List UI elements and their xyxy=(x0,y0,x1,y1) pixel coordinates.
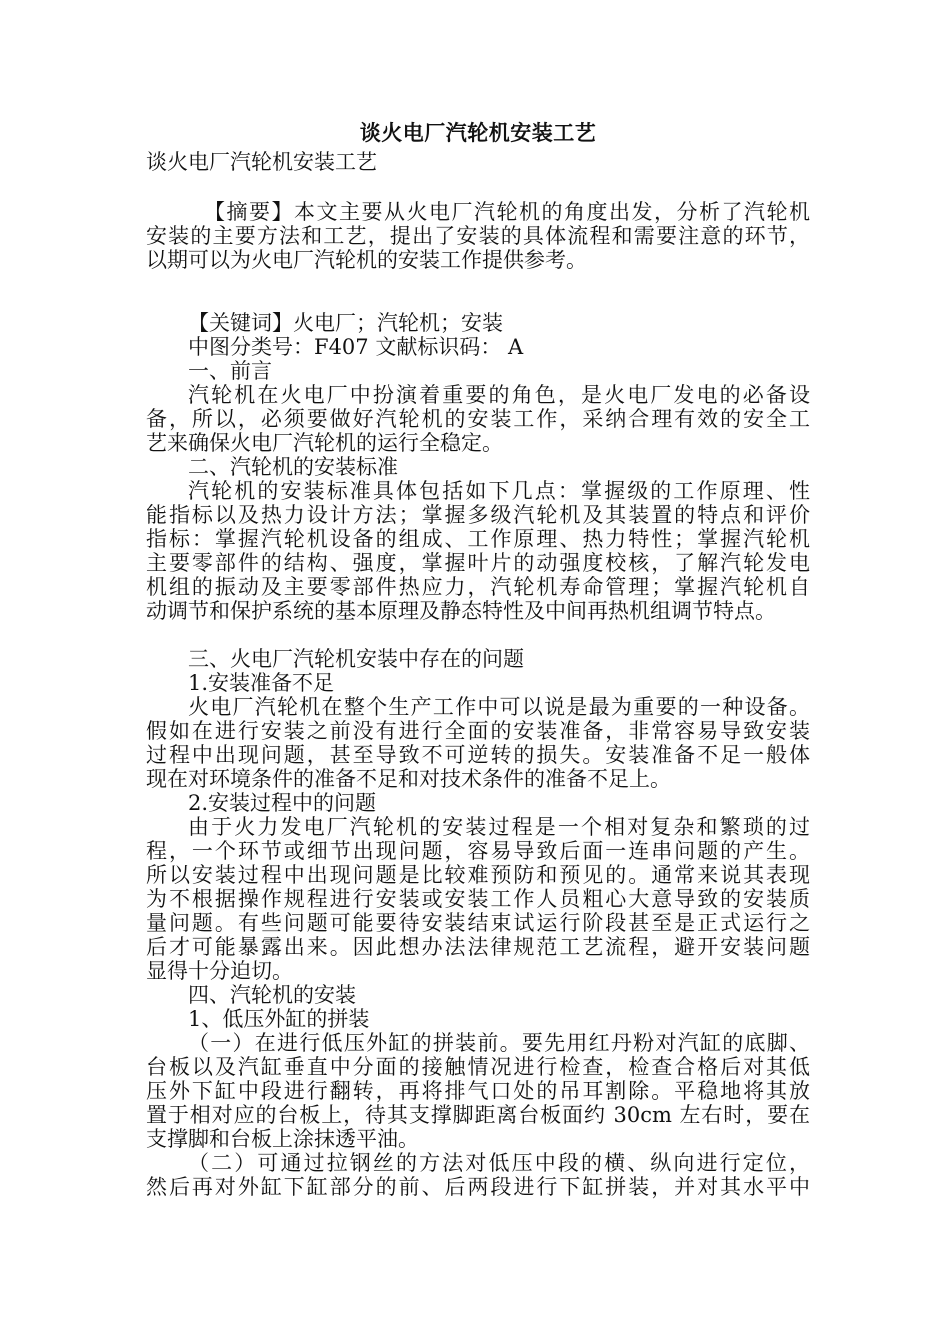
paragraph-line: 机组的振动及主要零部件热应力，汽轮机寿命管理；掌握汽轮机自 xyxy=(146,575,810,599)
paragraph-line: 汽轮机在火电厂中扮演着重要的角色，是火电厂发电的必备设 xyxy=(188,383,810,407)
section-heading: 一、前言 xyxy=(188,359,272,383)
section-heading: 四、汽轮机的安装 xyxy=(188,983,356,1007)
abstract-line: 安装的主要方法和工艺，提出了安装的具体流程和需要注意的环节， xyxy=(146,224,810,248)
paragraph-line: 汽轮机的安装标准具体包括如下几点：掌握级的工作原理、性 xyxy=(188,479,810,503)
paragraph-line: 艺来确保火电厂汽轮机的运行全稳定。 xyxy=(146,431,503,455)
paragraph-line: 然后再对外缸下缸部分的前、后两段进行下缸拼装，并对其水平中 xyxy=(146,1175,810,1199)
abstract-paragraph xyxy=(146,200,810,272)
abstract-line: 以期可以为火电厂汽轮机的安装工作提供参考。 xyxy=(146,248,587,272)
classification-line: 中图分类号：F407 文献标识码： A xyxy=(188,335,524,359)
section-paragraph xyxy=(146,815,810,983)
spacer xyxy=(146,272,810,299)
subsection-heading: 1.安装准备不足 xyxy=(188,671,335,695)
paragraph-line: 支撑脚和台板上涂抹透平油。 xyxy=(146,1127,419,1151)
paragraph-line: 量问题。有些问题可能要待安装结束试运行阶段甚至是正式运行之 xyxy=(146,911,810,935)
paragraph-line: 能指标以及热力设计方法；掌握多级汽轮机及其装置的特点和评价 xyxy=(146,503,810,527)
subsection-heading: 2.安装过程中的问题 xyxy=(188,791,377,815)
document-page xyxy=(146,118,810,1199)
spacer xyxy=(146,176,810,200)
paragraph-line: 过程中出现问题，甚至导致不可逆转的损失。安装准备不足一般体 xyxy=(146,743,810,767)
section-paragraph xyxy=(146,1151,810,1199)
paragraph-line: 假如在进行安装之前没有进行全面的安装准备，非常容易导致安装 xyxy=(146,719,810,743)
subsection-heading: 1、低压外缸的拼装 xyxy=(188,1007,370,1031)
section-paragraph xyxy=(146,1031,810,1151)
keywords-line: 【关键词】火电厂；汽轮机；安装 xyxy=(188,311,503,335)
spacer xyxy=(146,623,810,647)
paragraph-line: 台板以及汽缸垂直中分面的接触情况进行检查，检查合格后对其低 xyxy=(146,1055,810,1079)
abstract-line: 【摘要】本文主要从火电厂汽轮机的角度出发，分析了汽轮机 xyxy=(204,200,810,224)
section-heading: 二、汽轮机的安装标准 xyxy=(188,455,398,479)
paragraph-line: 火电厂汽轮机在整个生产工作中可以说是最为重要的一种设备。 xyxy=(188,695,810,719)
paragraph-line: 所以安装过程中出现问题是比较难预防和预见的。通常来说其表现 xyxy=(146,863,810,887)
paragraph-line: （一）在进行低压外缸的拼装前。要先用红丹粉对汽缸的底脚、 xyxy=(188,1031,810,1055)
paragraph-line: 为不根据操作规程进行安装或安装工作人员粗心大意导致的安装质 xyxy=(146,887,810,911)
paragraph-line: 程，一个环节或细节出现问题，容易导致后面一连串问题的产生。 xyxy=(146,839,810,863)
section-paragraph xyxy=(146,479,810,623)
document-title: 谈火电厂汽轮机安装工艺 xyxy=(359,120,597,145)
paragraph-line: 压外下缸中段进行翻转，再将排气口处的吊耳割除。平稳地将其放 xyxy=(146,1079,810,1103)
paragraph-line: （二）可通过拉钢丝的方法对低压中段的横、纵向进行定位， xyxy=(188,1151,810,1175)
paragraph-line: 指标：掌握汽轮机设备的组成、工作原理、热力特性；掌握汽轮机 xyxy=(146,527,810,551)
section-heading: 三、火电厂汽轮机安装中存在的问题 xyxy=(188,647,524,671)
paragraph-line: 主要零部件的结构、强度，掌握叶片的动强度校核，了解汽轮发电 xyxy=(146,551,810,575)
paragraph-line: 现在对环境条件的准备不足和对技术条件的准备不足上。 xyxy=(146,767,671,791)
paragraph-line: 由于火力发电厂汽轮机的安装过程是一个相对复杂和繁琐的过 xyxy=(188,815,810,839)
paragraph-line: 置于相对应的台板上，待其支撑脚距离台板面约 30cm 左右时，要在 xyxy=(146,1103,810,1127)
paragraph-line: 备，所以，必须要做好汽轮机的安装工作，采纳合理有效的安全工 xyxy=(146,407,810,431)
paragraph-line: 后才可能暴露出来。因此想办法法律规范工艺流程，避开安装问题 xyxy=(146,935,810,959)
spacer xyxy=(146,299,810,311)
document-subtitle: 谈火电厂汽轮机安装工艺 xyxy=(146,150,377,174)
section-paragraph xyxy=(146,695,810,791)
paragraph-line: 显得十分迫切。 xyxy=(146,959,293,983)
section-paragraph xyxy=(146,383,810,455)
paragraph-line: 动调节和保护系统的基本原理及静态特性及中间再热机组调节特点。 xyxy=(146,599,776,623)
